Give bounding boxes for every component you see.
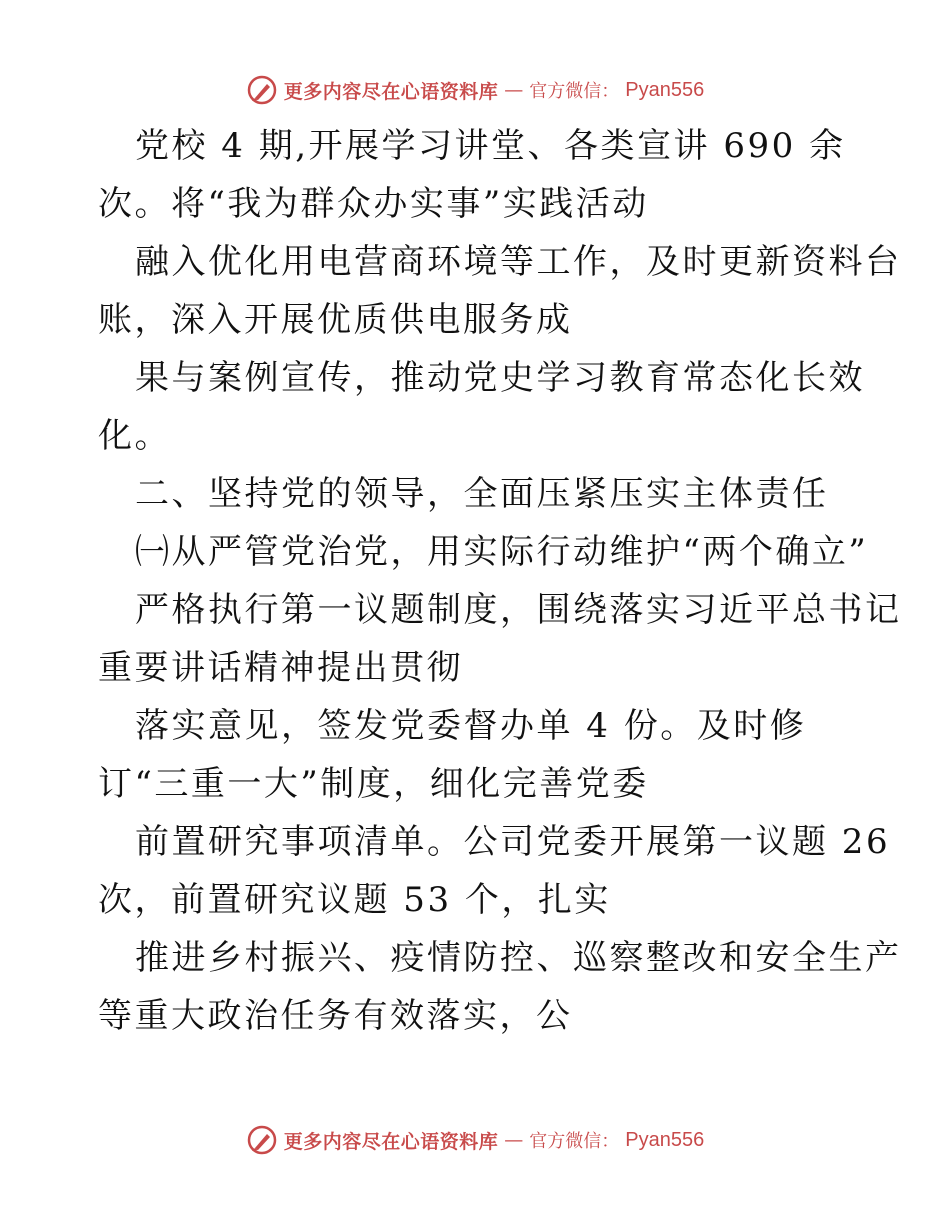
- watermark-separator: —: [504, 1129, 524, 1151]
- body-line: 严格执行第一议题制度，围绕落实习近平总书记: [135, 590, 902, 630]
- watermark-wechat-id: Pyan556: [625, 78, 705, 101]
- body-line: 次。将“我为群众办实事”实践活动: [98, 184, 649, 224]
- watermark-brand: 更多内容尽在心语资料库: [283, 1130, 499, 1153]
- watermark-separator: —: [504, 79, 524, 101]
- body-line: 次，前置研究议题 53 个，扎实: [98, 880, 611, 920]
- watermark-header: [0, 72, 950, 108]
- body-line: 重要讲话精神提出贯彻: [98, 648, 463, 688]
- watermark-wechat-label: 官方微信：: [529, 1131, 620, 1152]
- body-line: 党校 4 期,开展学习讲堂、各类宣讲 690 余: [135, 126, 846, 166]
- subsection-heading: ㈠从严管党治党，用实际行动维护“两个确立”: [135, 532, 869, 572]
- body-line: 落实意见，签发党委督办单 4 份。及时修: [135, 706, 807, 746]
- body-line: 化。: [98, 416, 171, 456]
- watermark-brand: 更多内容尽在心语资料库: [283, 80, 499, 103]
- watermark-wechat-id: Pyan556: [625, 1128, 705, 1151]
- body-line: 前置研究事项清单。公司党委开展第一议题 26: [135, 822, 891, 862]
- body-line: 等重大政治任务有效落实，公: [98, 996, 573, 1036]
- body-line: 推进乡村振兴、疫情防控、巡察整改和安全生产: [135, 938, 902, 978]
- watermark-footer: [0, 1122, 950, 1158]
- body-line: 果与案例宣传，推动党史学习教育常态化长效: [135, 358, 865, 398]
- section-heading: 二、坚持党的领导，全面压紧压实主体责任: [135, 474, 829, 514]
- body-line: 融入优化用电营商环境等工作，及时更新资料台: [135, 242, 902, 282]
- body-line: 订“三重一大”制度，细化完善党委: [98, 764, 649, 804]
- pen-logo-icon: [246, 1124, 278, 1156]
- watermark-wechat-label: 官方微信：: [529, 81, 620, 102]
- pen-logo-icon: [246, 74, 278, 106]
- body-line: 账，深入开展优质供电服务成: [98, 300, 573, 340]
